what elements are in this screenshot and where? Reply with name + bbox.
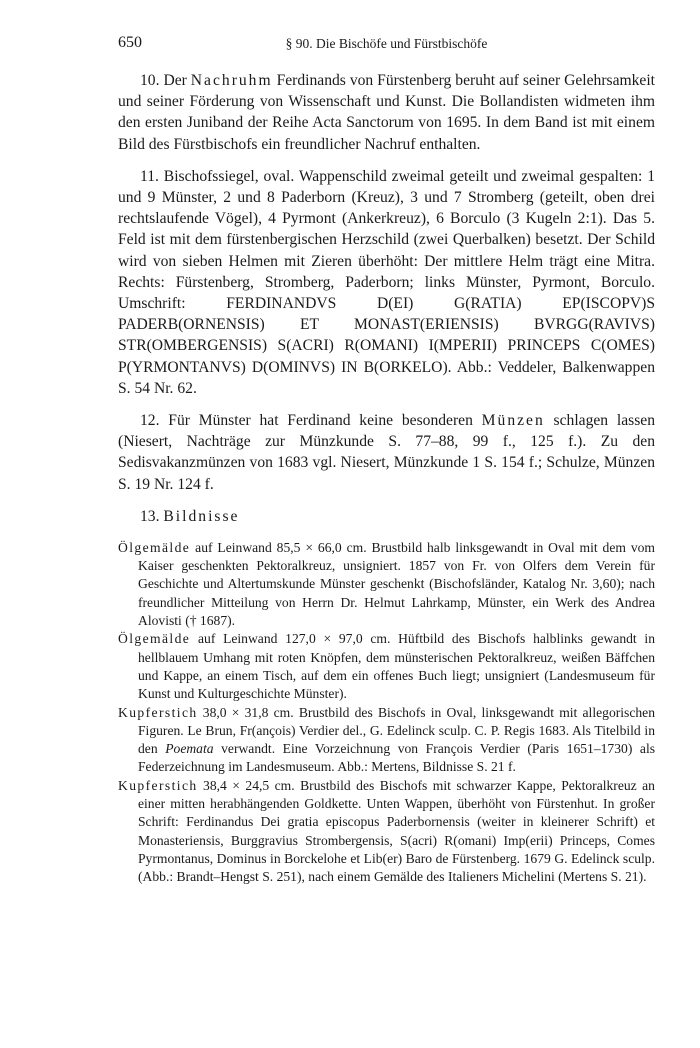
paragraph-text: Bischofssiegel, oval. Wappenschild zweimal geteilt und zweimal gespalten: 1 und 9 Münster, 2 und 8 Paderborn (Kreuz), 3 und 7 Stromberg (geteilt, oben drei rechtslaufende Vögel), 4 Pyrmont (Ankerkreuz), 6 Borculo (3 Kugeln 2:1). Das 5. Feld ist mit dem fürstenbergischen Herzschild (zwei Querbalken) besetzt. Der Schild wird von sieben Helmen mit Zieren überhöht: Der mittlere Helm trägt eine Mitra. Rechts: Fürstenberg, Stromberg, Paderborn; links Münster, Pyrmont, Borculo. Umschrift: FERDINANDVS D(EI) G(RATIA) EP(ISCOPV)S PADERB(ORNENSIS) ET MONAST(ERIENSIS) BVRGG(RAVIVS) STR(OMBERGENSIS) S(ACRI) R(OMANI) I(MPERII) PRINCEPS C(OMES) P(YRMONTANVS) D(OMINVS) IN B(ORKELO). Abb.: Veddeler, Balkenwappen S. 54 Nr. 62. <box>118 167 655 397</box>
italic-title: Poemata <box>165 741 214 757</box>
paragraph-10 <box>118 70 655 155</box>
entry-keyword: Kupferstich <box>118 704 198 720</box>
entry-text: 38,0 × 31,8 cm. Brustbild des Bischofs in Oval, linksgewandt mit allegorischen Figuren. Le Brun, Fr(ançois) Verdier del., G. Edelinck sculp. C. P. Regis 1683. Als Titelbild in den <box>138 704 655 757</box>
entry-text: auf Leinwand 127,0 × 97,0 cm. Hüftbild des Bischofs halblinks gewandt in hellblauem Umhang mit roten Knöpfen, dem münsterischen Pektoralkreuz, weißen Bäffchen und Kappe, an einem Tisch, auf dem ein offenes Buch liegt; unsigniert (Landesmuseum für Kunst und Kulturgeschichte Münster). <box>138 631 655 702</box>
spaced-keyword: Münzen <box>481 412 545 430</box>
entry-keyword: Ölgemälde <box>118 631 191 647</box>
catalogue-entry <box>118 704 655 777</box>
paragraph-text: Der <box>163 72 187 89</box>
entry-text: 38,4 × 24,5 cm. Brustbild des Bischofs mit schwarzer Kappe, Pektoralkreuz an einer mitten herabhängenden Goldkette. Unten Wappen, überhöht von Fürstenhut. In großer Schrift: Ferdinandus Dei gratia episcopus Paderbornensis (weiter in kleinerer Schrift) et Monasteriensis, Burggravius Strombergensis, S(acri) R(omani) Imp(erii) Princeps, Comes Pyrmontanus, Dominus in Borckelohe et Lib(er) Baro de Fürstenberg. 1679 G. Edelinck sculp. (Abb.: Brandt–Hengst S. 251), nach einem Gemälde des Italieners Michelini (Mertens S. 21). <box>138 777 655 885</box>
section-heading-13 <box>118 506 655 527</box>
page-header <box>118 34 655 56</box>
book-page <box>118 34 655 887</box>
paragraph-number: 10. <box>140 72 160 89</box>
page-number: 650 <box>118 34 142 51</box>
catalogue-entry <box>118 630 655 703</box>
catalogue-entry <box>118 777 655 887</box>
paragraph-text: schlagen lassen (Niesert, Nachträge zur Münzkunde S. 77–88, 99 f., 125 f.). Zu den Sedisvakanzmünzen von 1683 vgl. Niesert, Münzkunde 1 S. 154 f.; Schulze, Münzen S. 19 Nr. 124 f. <box>118 412 655 493</box>
paragraph-11 <box>118 166 655 399</box>
paragraph-number: 13. <box>140 507 160 525</box>
spaced-keyword: Nachruhm <box>190 72 273 89</box>
paragraph-text: Für Münster hat Ferdinand keine besonderen <box>168 412 473 430</box>
paragraph-12 <box>118 410 655 495</box>
paragraph-number: 11. <box>140 167 159 185</box>
entry-keyword: Ölgemälde <box>118 539 191 555</box>
portrait-catalogue <box>118 539 655 887</box>
catalogue-entry <box>118 539 655 630</box>
running-title: § 90. Die Bischöfe und Fürstbischöfe <box>285 36 488 51</box>
section-heading: Bildnisse <box>163 507 240 525</box>
entry-text: verwandt. Eine Vorzeichnung von François Verdier (Paris 1651–1730) als Federzeichnung im Landesmuseum. Abb.: Mertens, Bildnisse S. 21 f. <box>138 741 656 775</box>
paragraph-number: 12. <box>140 412 160 430</box>
entry-text: auf Leinwand 85,5 × 66,0 cm. Brustbild halb linksgewandt in Oval mit dem vom Kaiser geschenkten Pektoralkreuz, unsigniert. 1857 von Fr. von Olfers dem Verein für Geschichte und Altertumskunde Münster geschenkt (Bischofsländer, Katalog Nr. 3,60); nach freundlicher Mitteilung von Herrn Dr. Helmut Lahrkamp, Münster, ein Werk des Andrea Alovisti († 1687). <box>138 539 655 629</box>
entry-keyword: Kupferstich <box>118 777 198 793</box>
paragraph-text: Ferdinands von Fürstenberg beruht auf seiner Gelehrsamkeit und seiner Förderung von Wissenschaft und Kunst. Die Bollandisten widmeten ihm den ersten Juniband der Reihe Acta Sanctorum von 1695. In dem Band ist mit einem Bild des Fürstbischofs ein freundlicher Nachruf enthalten. <box>118 72 656 153</box>
